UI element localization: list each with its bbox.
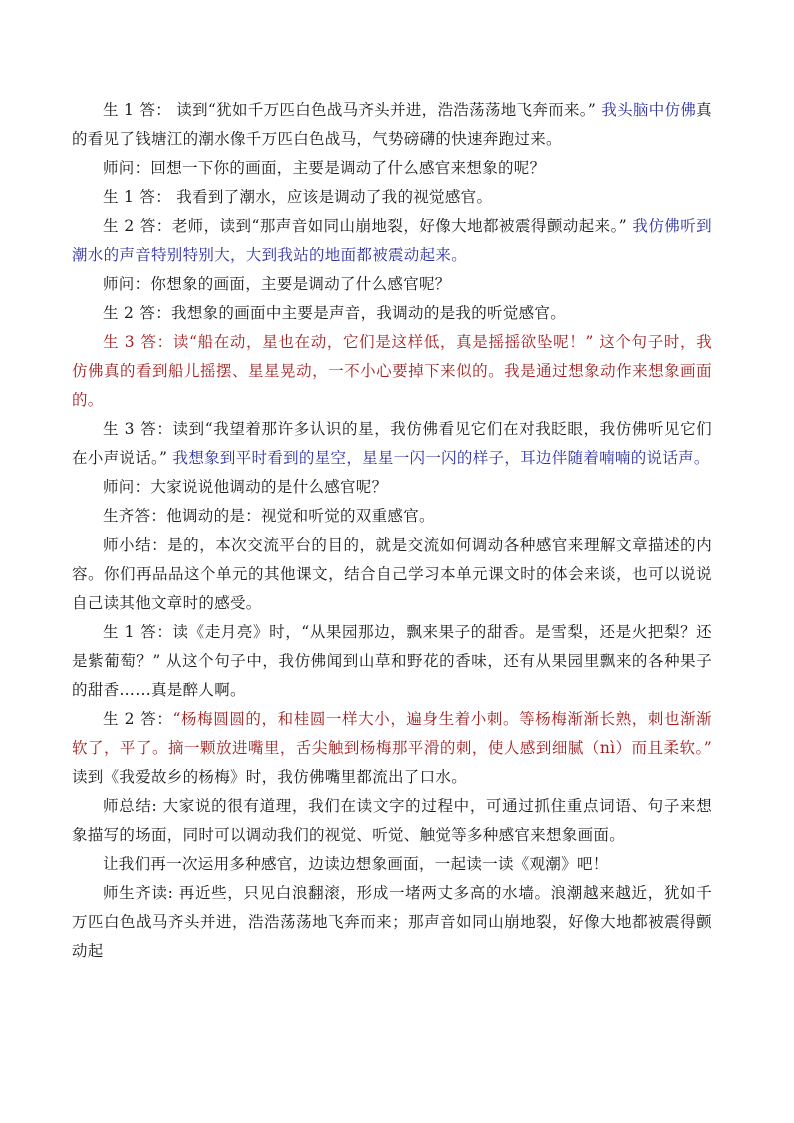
paragraph-p6 [72,299,712,328]
text-segment: 师总结: 大家说的很有道理，我们在读文字的过程中，可通过抓住重点词语、句子来想象描写的场面，同时可以调动我们的视觉、听觉、触觉等多种感官来想象画面。 [72,797,712,844]
text-segment: 师问：大家说说他调动的是什么感官呢？ [103,478,388,496]
paragraph-p2 [72,154,712,183]
paragraph-p10 [72,502,712,531]
text-segment-highlight: 我想象到平时看到的星空，星星一闪一闪的样子，耳边伴随着喃喃的说话声。 [172,449,710,467]
text-segment: 生 1 答： 我看到了潮水，应该是调动了我的视觉感官。 [103,188,493,206]
text-segment: 让我们再一次运用多种感官，边读边想象画面，一起读一读《观潮》吧！ [103,855,609,873]
text-segment-highlight: 我头脑中仿佛 [601,101,697,119]
paragraph-p12 [72,618,712,705]
paragraph-p13 [72,705,712,792]
text-segment: 生 2 答：我想象的画面中主要是声音，我调动的是我的听觉感官。 [103,304,567,322]
paragraph-p16 [72,879,712,966]
text-segment: 生 1 答：读《走月亮》时，“从果园那边，飘来果子的甜香。是雪梨，还是火把梨？还是紫葡萄？” 从这个句子中，我仿佛闻到山草和野花的香味，还有从果园里飘来的各种果子的甜香……真是醉人啊。 [72,623,712,699]
text-segment: 读到《我爱故乡的杨梅》时，我仿佛嘴里都流出了口水。 [72,768,468,786]
paragraph-p14 [72,792,712,850]
paragraph-p11 [72,531,712,618]
text-segment-highlight: 我仿佛听到潮水的声音特别特别大，大到我站的地面都被震动起来。 [72,217,712,264]
text-segment-highlight: “杨梅圆圆的，和桂圆一样大小，遍身生着小刺。等杨梅渐渐长熟，刺也渐渐软了，平了。摘一颗放进嘴里，舌尖触到杨梅那平滑的刺，使人感到细腻（nì）而且柔软。” [72,710,712,757]
paragraph-p8 [72,415,712,473]
text-segment-highlight: 生 3 答：读“船在动，星也在动，它们是这样低，真是摇摇欲坠呢！” 这个句子时，我仿佛真的看到船儿摇摆、星星晃动，一不小心要掉下来似的。我是通过想象动作来想象画面的。 [72,333,712,409]
paragraph-p7 [72,328,712,415]
text-segment: 生 2 答： [103,710,173,728]
paragraph-p1 [72,96,712,154]
text-segment: 师生齐读: 再近些，只见白浪翻滚，形成一堵两丈多高的水墙。浪潮越来越近，犹如千万匹白色战马齐头并进，浩浩荡荡地飞奔而来；那声音如同山崩地裂，好像大地都被震得颤动起 [72,884,712,960]
paragraph-p5 [72,270,712,299]
paragraph-p9 [72,473,712,502]
paragraph-p3 [72,183,712,212]
text-segment: 师小结：是的，本次交流平台的目的，就是交流如何调动各种感官来理解文章描述的内容。你们再品品这个单元的其他课文，结合自己学习本单元课文时的体会来谈，也可以说说自己读其他文章时的感受。 [72,536,712,612]
text-segment: 生 2 答：老师，读到“那声音如同山崩地裂，好像大地都被震得颤动起来。” [103,217,633,235]
text-segment: 生 1 答： 读到“犹如千万匹白色战马齐头并进，浩浩荡荡地飞奔而来。” [103,101,602,119]
text-segment: 师问：回想一下你的画面，主要是调动了什么感官来想象的呢？ [103,159,546,177]
text-segment: 真的看见了钱塘江的潮水像千万匹白色战马，气势磅礴的快速奔跑过来。 [72,101,712,148]
document-body [72,96,712,966]
paragraph-p15 [72,850,712,879]
text-segment: 生 3 答：读到“我望着那许多认识的星，我仿佛看见它们在对我眨眼，我仿佛听见它们在小声说话。” [72,420,712,467]
paragraph-p4 [72,212,712,270]
text-segment: 生齐答：他调动的是：视觉和听觉的双重感官。 [103,507,435,525]
text-segment: 师问：你想象的画面，主要是调动了什么感官呢？ [103,275,451,293]
